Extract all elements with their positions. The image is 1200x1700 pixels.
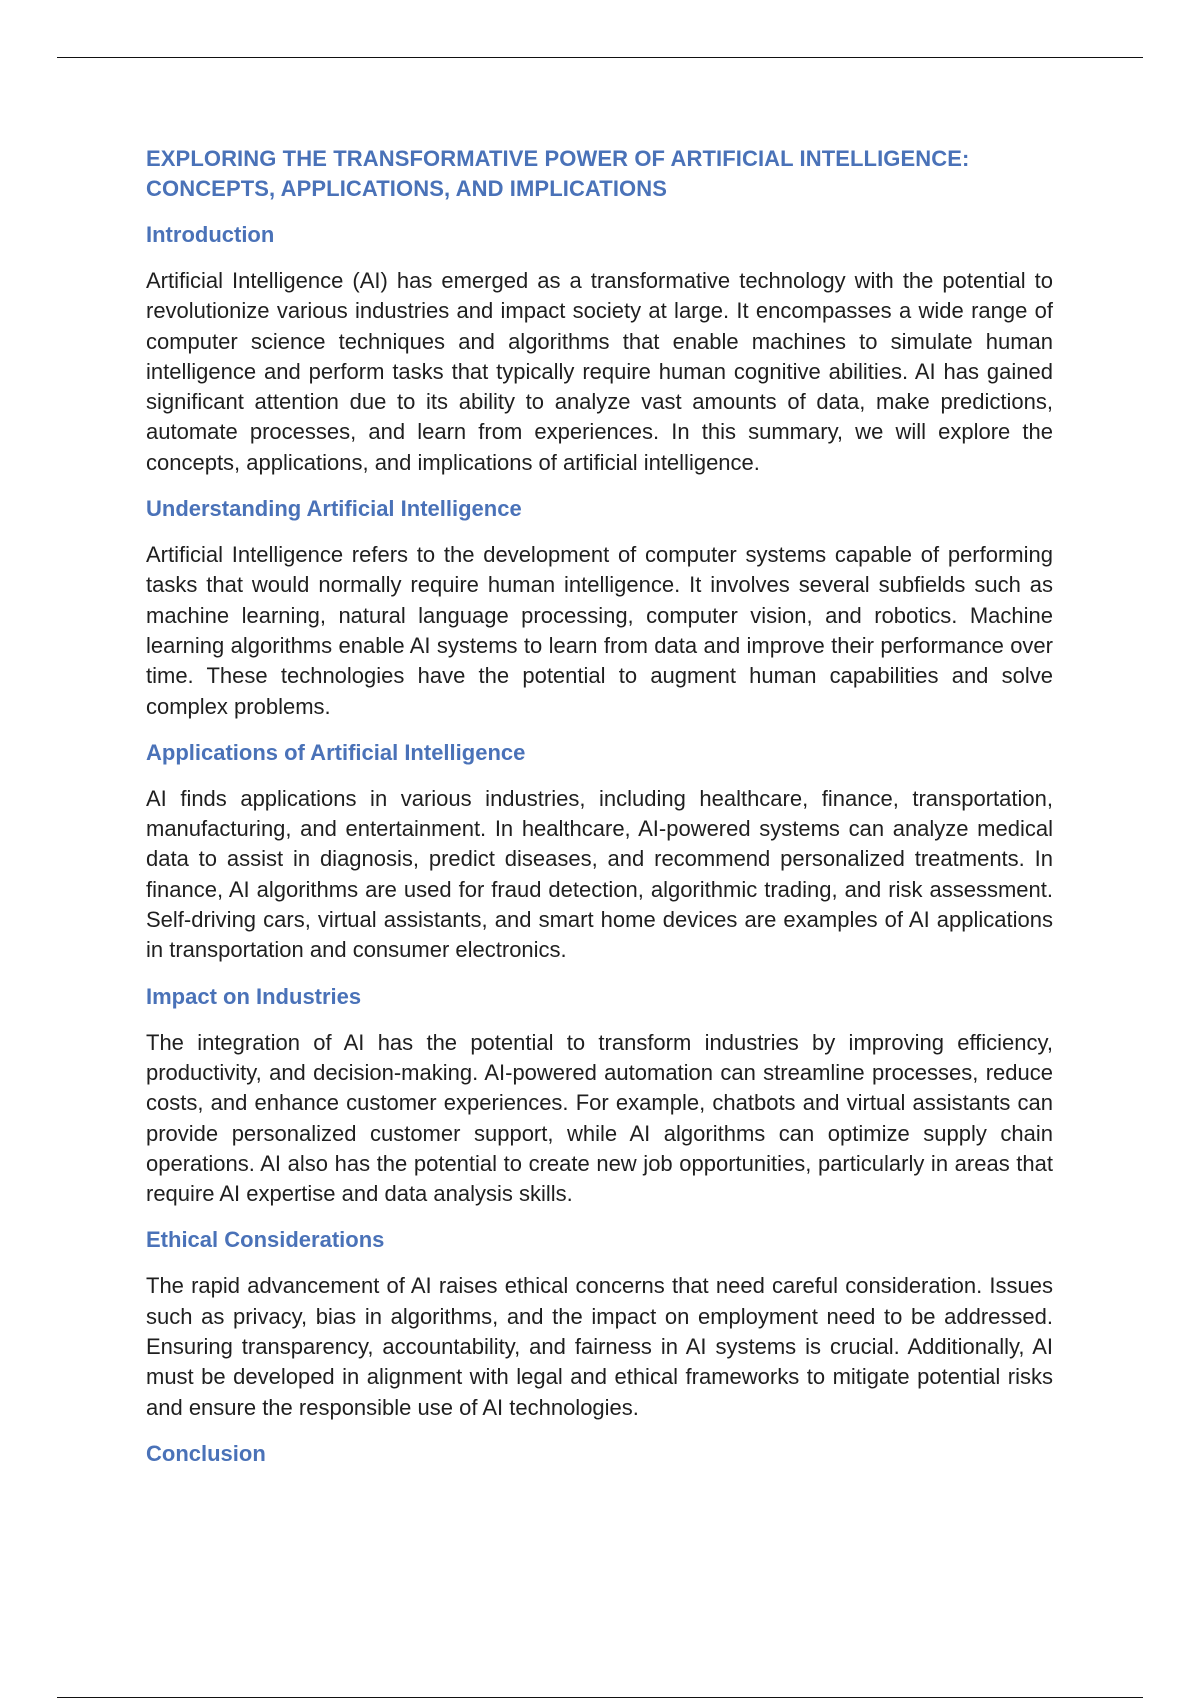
document-title — [146, 144, 1053, 204]
section-body-understanding-ai: Artificial Intelligence refers to the development of computer systems capable of performing tasks that would normally require human intelligence. It involves several subfields such as machine learning, natural language processing, computer vision, and robotics. Machine learning algorithms enable AI systems to learn from data and improve their performance over time. These technologies have the potential to augment human capabilities and solve complex problems. — [146, 542, 1053, 719]
document-title-line-2: CONCEPTS, APPLICATIONS, AND IMPLICATIONS — [146, 176, 668, 201]
section-heading-conclusion: Conclusion — [146, 1440, 266, 1466]
section-body-applications: AI finds applications in various industries, including healthcare, finance, transportation, manufacturing, and entertainment. In healthcare, AI-powered systems can analyze medical data to assist in diagnosis, predict diseases, and recommend personalized treatments. In finance, AI algorithms are used for fraud detection, algorithmic trading, and risk assessment. Self-driving cars, virtual assistants, and smart home devices are examples of AI applications in transportation and consumer electronics. — [146, 785, 1053, 963]
document-content — [146, 144, 1053, 1469]
section-heading-impact: Impact on Industries — [146, 983, 362, 1009]
document-title-line-1: EXPLORING THE TRANSFORMATIVE POWER OF ARTIFICIAL INTELLIGENCE: — [146, 146, 970, 171]
section-heading-ethics: Ethical Considerations — [146, 1227, 385, 1253]
header-rule — [57, 57, 1143, 58]
footer-rule — [57, 1697, 1143, 1698]
section-body-impact: The integration of AI has the potential to transform industries by improving efficiency, productivity, and decision-making. AI-powered automation can streamline processes, reduce costs, and enhance customer experiences. For example, chatbots and virtual assistants can provide personalized customer support, while AI algorithms can optimize supply chain operations. AI also has the potential to create new job opportunities, particularly in areas that require AI expertise and data analysis skills. — [146, 1029, 1053, 1207]
section-heading-introduction: Introduction — [146, 222, 275, 247]
section-heading-understanding-ai: Understanding Artificial Intelligence — [146, 496, 522, 522]
section-body-ethics: The rapid advancement of AI raises ethical concerns that need careful consideration. Issues such as privacy, bias in algorithms, and the impact on employment need to be addressed. Ensuring transparency, accountability, and fairness in AI systems is crucial. Additionally, AI must be developed in alignment with legal and ethical frameworks to mitigate potential risks and ensure the responsible use of AI technologies. — [146, 1273, 1053, 1420]
section-heading-applications: Applications of Artificial Intelligence — [146, 739, 526, 765]
section-body-introduction: Artificial Intelligence (AI) has emerged as a transformative technology with the potential to revolutionize various industries and impact society at large. It encompasses a wide range of computer science techniques and algorithms that enable machines to simulate human intelligence and perform tasks that typically require human cognitive abilities. AI has gained significant attention due to its ability to analyze vast amounts of data, make predictions, automate processes, and learn from experiences. In this summary, we will explore the concepts, applications, and implications of artificial intelligence. — [146, 268, 1053, 475]
